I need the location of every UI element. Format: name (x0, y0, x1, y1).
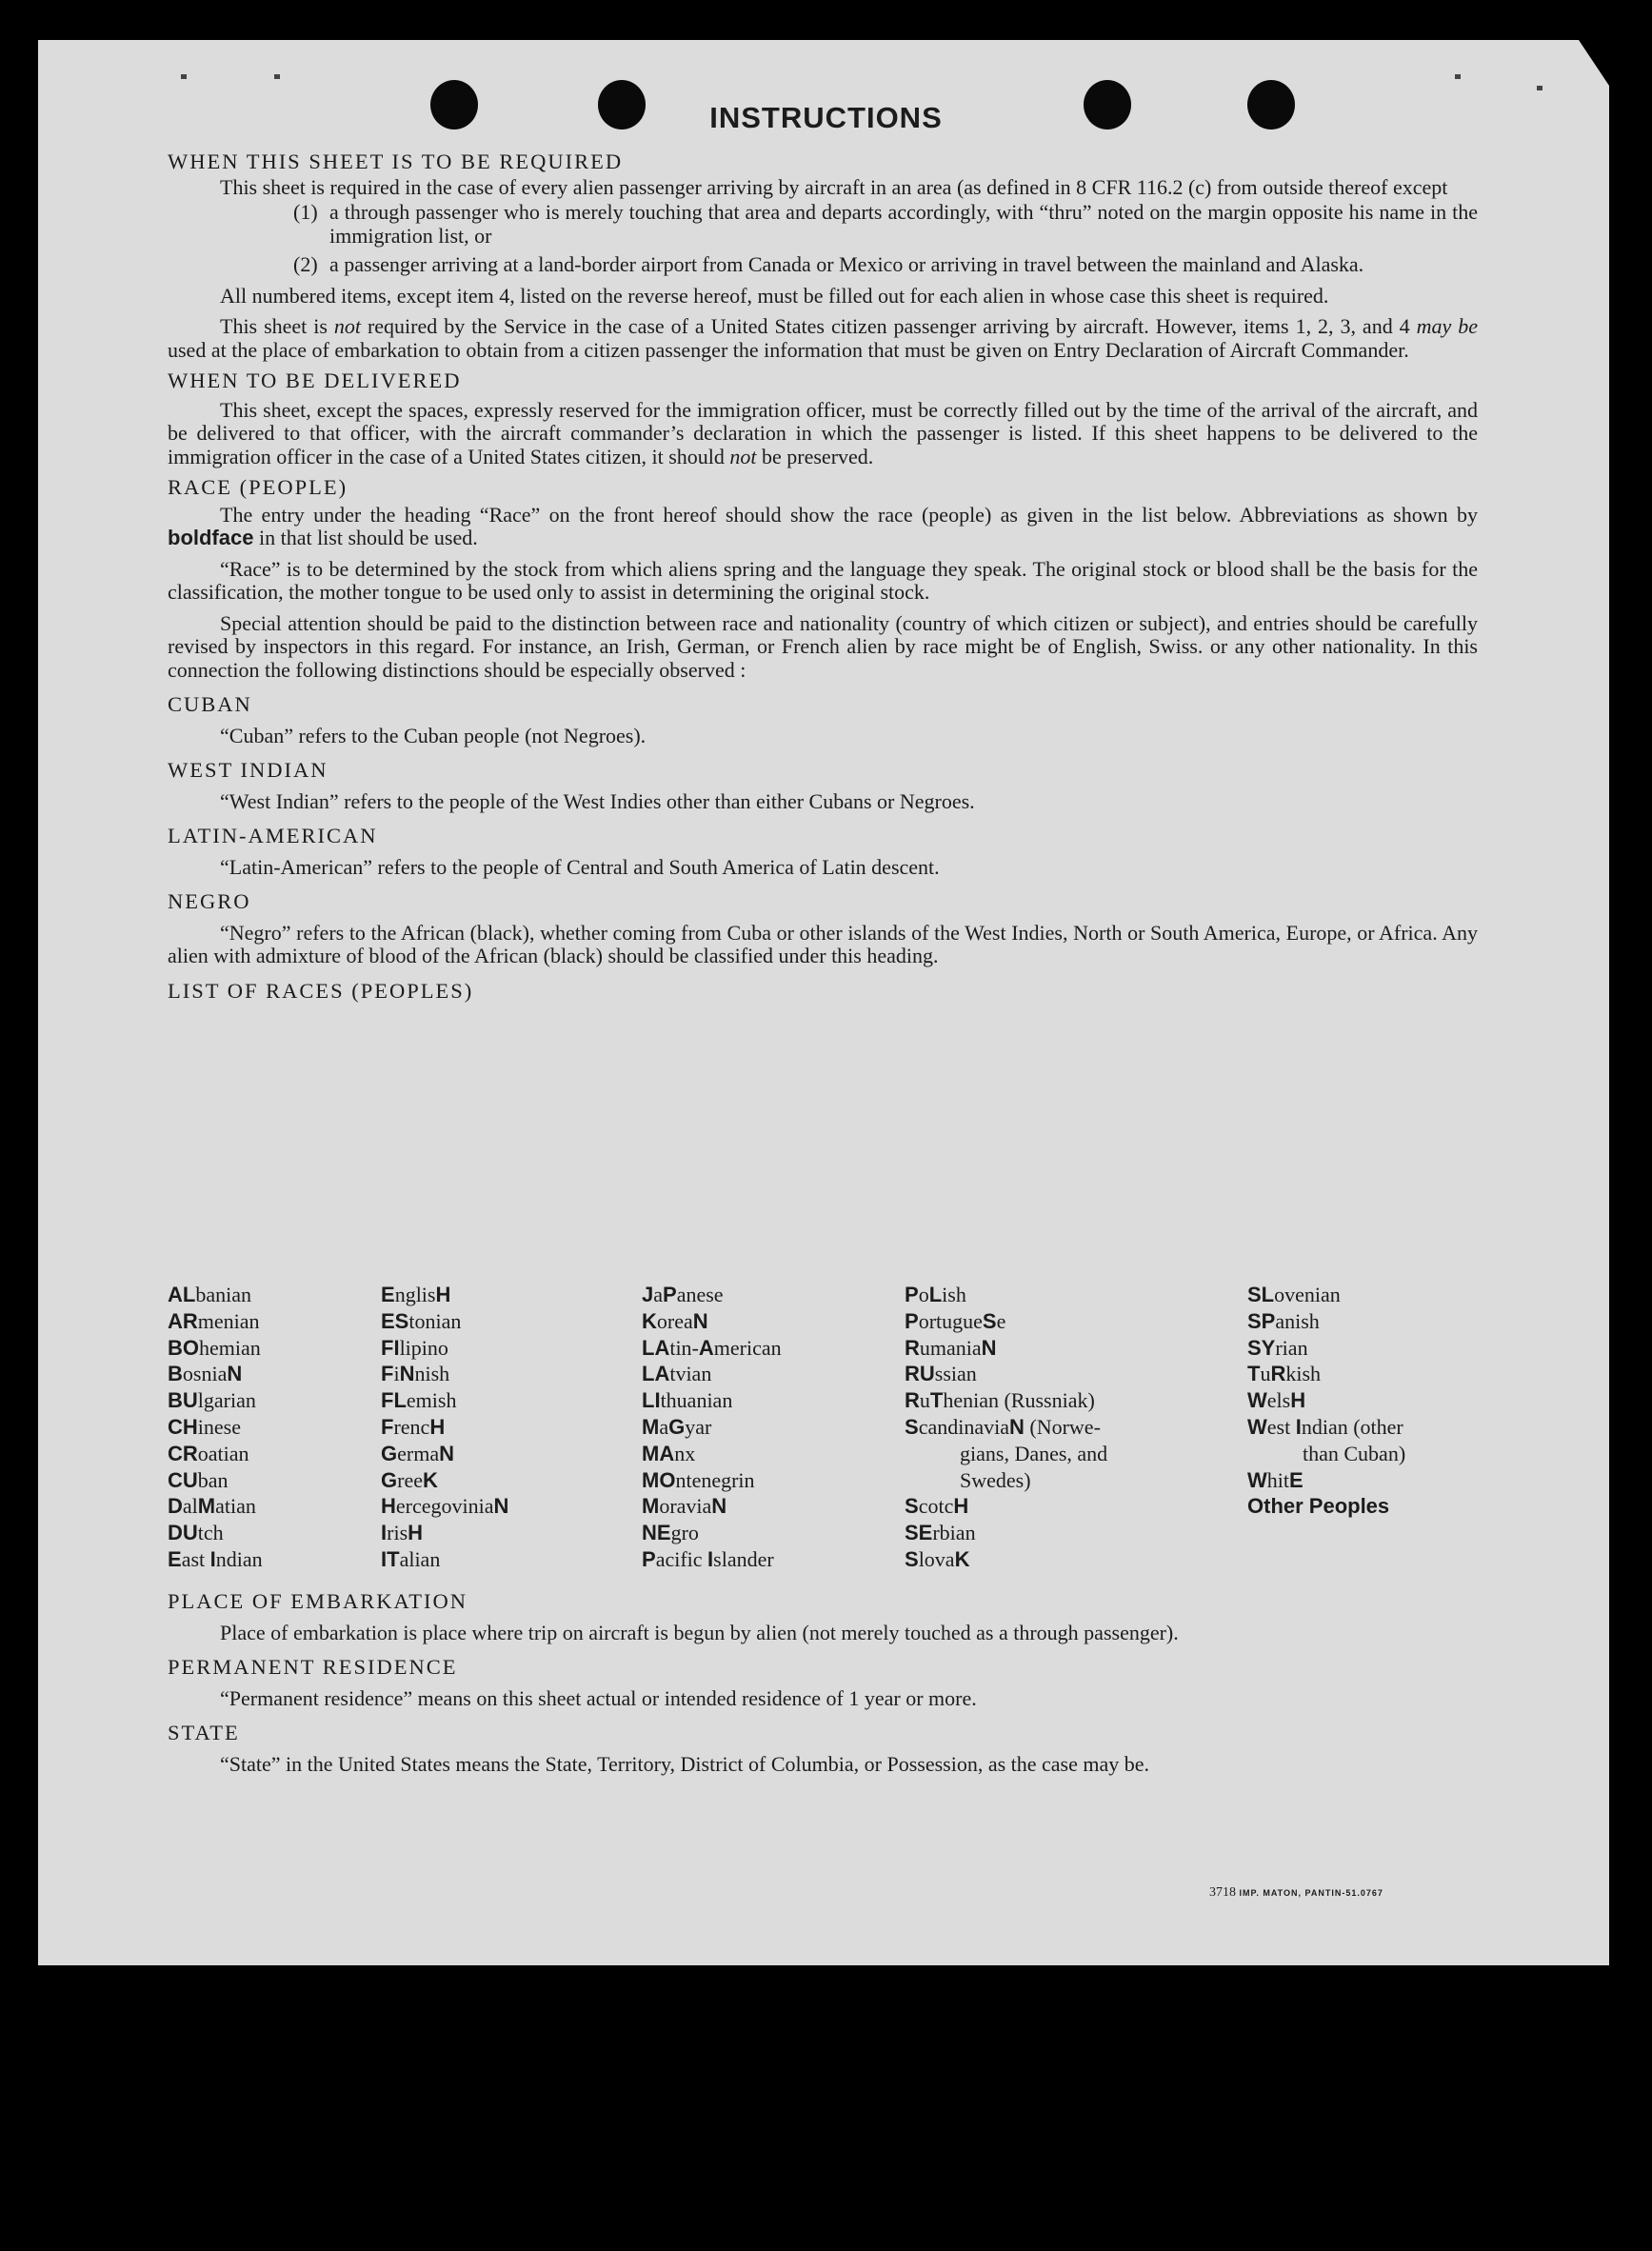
paragraph: “West Indian” refers to the people of the West Indies other than either Cubans or Negroes. (220, 788, 975, 813)
paragraph: “Negro” refers to the African (black), whether coming from Cuba or other islands of the West Indies, North or South America, Europe, or Africa. Any alien with admixture of blood of the African (black) should be classified under this heading. (168, 920, 1478, 967)
item-number: (1) (293, 200, 318, 224)
paragraph: “State” in the United States means the State, Territory, District of Columbia, or Possession, as the case may be. (220, 1751, 1150, 1776)
paragraph: “Race” is to be determined by the stock from which aliens spring and the language they speak. The original stock or blood shall be the basis for the classification, the mother tongue to be used only to assist in determining the original stock. (168, 556, 1478, 604)
race-entry: SErbian (905, 1521, 976, 1545)
race-entry: EStonian (381, 1308, 462, 1333)
paragraph: “Permanent residence” means on this sheet actual or intended residence of 1 year or more. (220, 1685, 977, 1710)
race-entry: WelsH (1247, 1388, 1306, 1413)
race-entry: LIthuanian (642, 1388, 733, 1413)
list-item (168, 201, 1478, 248)
race-entry: ScandinaviaN (Norwe- (905, 1414, 1101, 1439)
race-entry: RuThenian (Russniak) (905, 1388, 1095, 1413)
section-heading-list-of-races: LIST OF RACES (PEOPLES) (168, 978, 474, 1003)
race-entry: JaPanese (642, 1283, 724, 1306)
page-title: INSTRUCTIONS (709, 101, 943, 134)
race-entry: Pacific Islander (642, 1546, 774, 1571)
race-entry: MaGyar (642, 1414, 712, 1439)
race-entry: than Cuban) (1303, 1441, 1406, 1465)
scan-speck (181, 74, 187, 79)
race-entry: Other Peoples (1247, 1494, 1390, 1519)
race-entry: SYrian (1247, 1335, 1308, 1360)
item-text: a passenger arriving at a land-border airport from Canada or Mexico or arriving in travel between the mainland and Alaska. (329, 252, 1364, 276)
scan-speck (1537, 86, 1543, 90)
race-entry: DUtch (168, 1521, 224, 1545)
scan-speck (274, 74, 280, 79)
paragraph: This sheet is required in the case of every alien passenger arriving by aircraft in an area (as defined in 8 CFR 116.2 (c) from outside thereof except (220, 174, 1448, 199)
race-entry: PoLish (905, 1283, 966, 1306)
race-entry: West Indian (other (1247, 1414, 1403, 1439)
race-entry: ITalian (381, 1546, 441, 1571)
race-entry: RumaniaN (905, 1335, 997, 1360)
list-item (168, 253, 1478, 277)
race-entry: Swedes) (960, 1467, 1031, 1492)
section-heading-required: WHEN THIS SHEET IS TO BE REQUIRED (168, 149, 624, 173)
race-entry: NEgro (642, 1521, 699, 1545)
paragraph: The entry under the heading “Race” on the front hereof should show the race (people) as given in the list below. Abbreviations as shown by boldface in that list should be used. (168, 502, 1478, 549)
race-entry: gians, Danes, and (960, 1441, 1108, 1465)
paragraph: Special attention should be paid to the distinction between race and nationality (country of which citizen or subject), and entries should be carefully revised by inspectors in this regard. For instance, an Irish, German, or French alien by race might be of English, Swiss. or any other nationality. In this connection the following distinctions should be especially observed : (168, 610, 1478, 682)
form-number: 3718 (1209, 1885, 1236, 1900)
race-entry: KoreaN (642, 1308, 708, 1333)
section-heading-west-indian: WEST INDIAN (168, 758, 328, 782)
race-entry: ALbanian (168, 1283, 251, 1306)
race-entry: TuRkish (1247, 1362, 1322, 1386)
race-entry: BosniaN (168, 1362, 243, 1386)
section-heading-cuban: CUBAN (168, 692, 252, 716)
race-entry: FIlipino (381, 1335, 448, 1360)
item-number: (2) (293, 252, 318, 276)
race-entry: MoraviaN (642, 1494, 727, 1519)
race-column (642, 1282, 782, 1573)
race-entry: CUban (168, 1467, 229, 1492)
instructions-body-lower (168, 1590, 1478, 1776)
race-entry: LAtvian (642, 1362, 712, 1386)
section-heading-race: RACE (PEOPLE) (168, 475, 348, 499)
paragraph: “Cuban” refers to the Cuban people (not Negroes). (220, 723, 647, 747)
race-entry: HercegoviniaN (381, 1494, 509, 1519)
race-entry: EnglisH (381, 1283, 451, 1306)
section-heading-residence: PERMANENT RESIDENCE (168, 1655, 458, 1679)
race-entry: FiNnish (381, 1362, 450, 1386)
race-entry: CHinese (168, 1414, 241, 1439)
race-entry: ScotcH (905, 1494, 969, 1519)
instructions-body (168, 150, 1478, 1003)
race-entry: SlovaK (905, 1546, 970, 1571)
section-heading-latin-american: LATIN-AMERICAN (168, 824, 378, 847)
race-entry: GermaN (381, 1441, 454, 1465)
race-entry: RUssian (905, 1362, 977, 1386)
paragraph: This sheet, except the spaces, expressly reserved for the immigration officer, must be correctly filled out by the time of the arrival of the aircraft, and be delivered to that officer, with the aircraft commander’s declaration in which the passenger is listed. If this sheet happens to be delivered to the immigration officer in the case of a United States citizen, it should not be preserved. (168, 397, 1478, 468)
section-heading-state: STATE (168, 1721, 240, 1744)
race-entry: MOntenegrin (642, 1467, 755, 1492)
section-heading-negro: NEGRO (168, 889, 251, 913)
race-entry: FLemish (381, 1388, 457, 1413)
race-column (381, 1282, 508, 1573)
race-column (905, 1282, 1107, 1573)
paragraph: This sheet is not required by the Service in the case of a United States citizen passenger arriving by aircraft. However, items 1, 2, 3, and 4 may be used at the place of embarkation to obtain from a citizen passenger the information that must be given on Entry Declaration of Aircraft Commander. (168, 314, 1478, 362)
paragraph: “Latin-American” refers to the people of Central and South America of Latin descent. (220, 854, 940, 879)
paragraph: Place of embarkation is place where trip on aircraft is begun by alien (not merely touched as a through passenger). (220, 1620, 1179, 1644)
race-entry: LAtin-American (642, 1335, 782, 1360)
race-entry: WhitE (1247, 1467, 1304, 1492)
section-heading-delivered: WHEN TO BE DELIVERED (168, 369, 462, 392)
section-heading-embarkation: PLACE OF EMBARKATION (168, 1589, 468, 1613)
paragraph: All numbered items, except item 4, listed on the reverse hereof, must be filled out for each alien in whose case this sheet is required. (220, 283, 1329, 308)
item-text: a through passenger who is merely touching that area and departs accordingly, with “thru” noted on the margin opposite his name in the immigration list, or (329, 200, 1478, 248)
race-entry: BOhemian (168, 1335, 261, 1360)
race-entry: East Indian (168, 1546, 263, 1571)
printer-name: IMP. MATON, PANTIN-51.0767 (1239, 1888, 1383, 1898)
race-entry: GreeK (381, 1467, 438, 1492)
race-entry: SPanish (1247, 1308, 1320, 1333)
race-column (168, 1282, 263, 1573)
race-column (1247, 1282, 1405, 1520)
printer-imprint (1209, 1885, 1383, 1901)
scan-speck (1455, 74, 1461, 79)
race-entry: MAnx (642, 1441, 696, 1465)
race-entry: BUlgarian (168, 1388, 256, 1413)
race-entry: DalMatian (168, 1494, 256, 1519)
race-entry: ARmenian (168, 1308, 260, 1333)
race-entry: CRoatian (168, 1441, 249, 1465)
race-entry: FrencH (381, 1414, 446, 1439)
race-entry: IrisH (381, 1521, 424, 1545)
race-entry: SLovenian (1247, 1283, 1341, 1306)
race-entry: PortugueSe (905, 1308, 1006, 1333)
